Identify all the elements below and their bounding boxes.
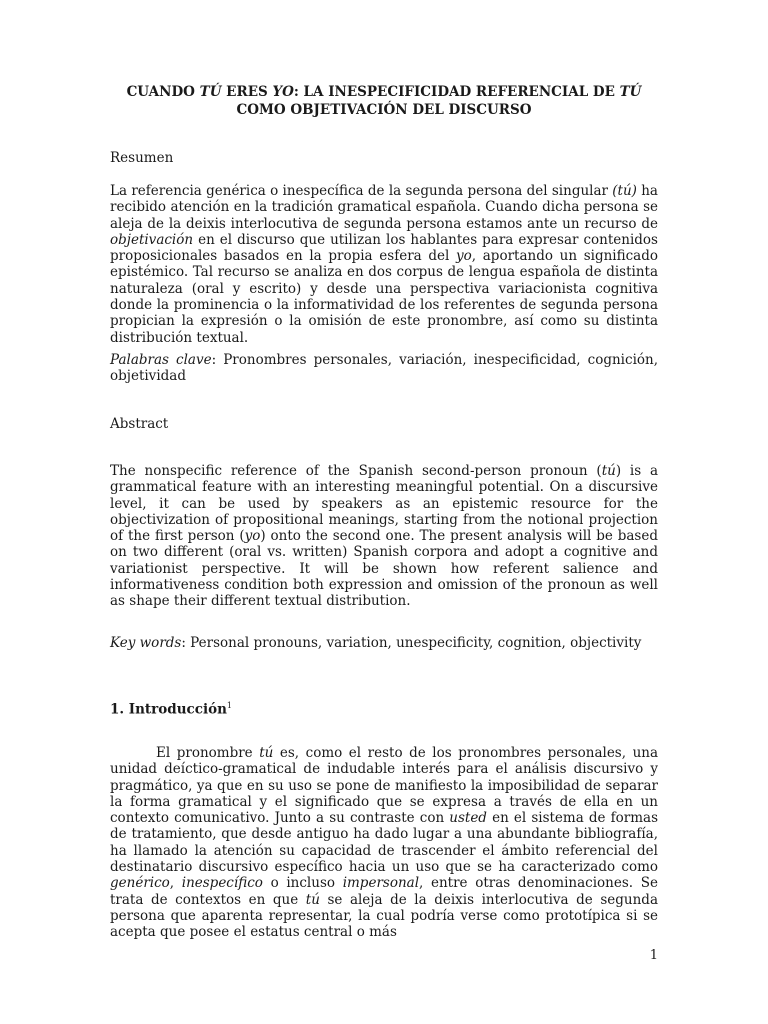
resumen-paragraph: La referencia genérica o inespecífica de la segunda persona del singular (tú) ha recibido atención en la tradición gramatical española. Cuando dicha persona se aleja de la deixis interlocutiva de segunda persona estamos ante un recurso de objetivación en el discurso que utilizan los hablantes para expresar contenidos proposicionales basados en la propia esfera del yo, aportando un significado epistémico. Tal recurso se analiza en dos corpus de lengua española de distinta naturaleza (oral y escrito) y desde una perspectiva variacionista cognitiva donde la prominencia o la informatividad de los referentes de segunda persona propician la expresión o la omisión de este pronombre, así como su distinta distribución textual. xyxy=(110,183,659,346)
abstract-keywords: Key words: Personal pronouns, variation, unespecificity, cognition, objectivity xyxy=(110,635,642,651)
paper-title-line-2: COMO OBJETIVACIÓN DEL DISCURSO xyxy=(236,102,532,118)
section-heading-introduccion: 1. Introducción$^1$ xyxy=(110,701,233,718)
resumen-heading: Resumen xyxy=(110,150,174,166)
footnote-marker[interactable]: 1 xyxy=(226,701,233,710)
page-number: 1 xyxy=(649,948,658,963)
abstract-paragraph: The nonspecific reference of the Spanish second-person pronoun (tú) is a grammatical feature with an interesting meaningful potential. On a discursive level, it can be used by speakers as an epistemic resource for the objectivization of propositional meanings, starting from the notional projection of the first person (yo) onto the second one. The present analysis will be based on two different (oral vs. written) Spanish corpora and adopt a cognitive and variationist perspective. It will be shown how referent salience and informativeness condition both expression and omission of the pronoun as well as shape their different textual distribution. xyxy=(110,463,658,610)
paper-title-line-1: CUANDO TÚ ERES YO: LA INESPECIFICIDAD REFERENCIAL DE TÚ xyxy=(126,84,642,100)
resumen-keywords: Palabras clave: Pronombres personales, variación, inespecificidad, cognición, objetividad xyxy=(110,352,658,385)
abstract-heading: Abstract xyxy=(110,416,169,432)
introduccion-paragraph: El pronombre tú es, como el resto de los pronombres personales, una unidad deíctico-gramatical de indudable interés para el análisis discursivo y pragmático, ya que en su uso se pone de manifiesto la imposibilidad de separar la forma gramatical y el significado que se expresa a través de ella en un contexto comunicativo. Junto a su contraste con usted en el sistema de formas de tratamiento, que desde antiguo ha dado lugar a una abundante bibliografía, ha llamado la atención su capacidad de trascender el ámbito referencial del destinatario discursivo específico hacia un uso que se ha caracterizado como genérico, inespecífico o incluso impersonal, entre otras denominaciones. Se trata de contextos en que tú se aleja de la deixis interlocutiva de segunda persona que aparenta representar, la cual podría verse como prototípica si se acepta que posee el estatus central o más xyxy=(110,745,659,941)
